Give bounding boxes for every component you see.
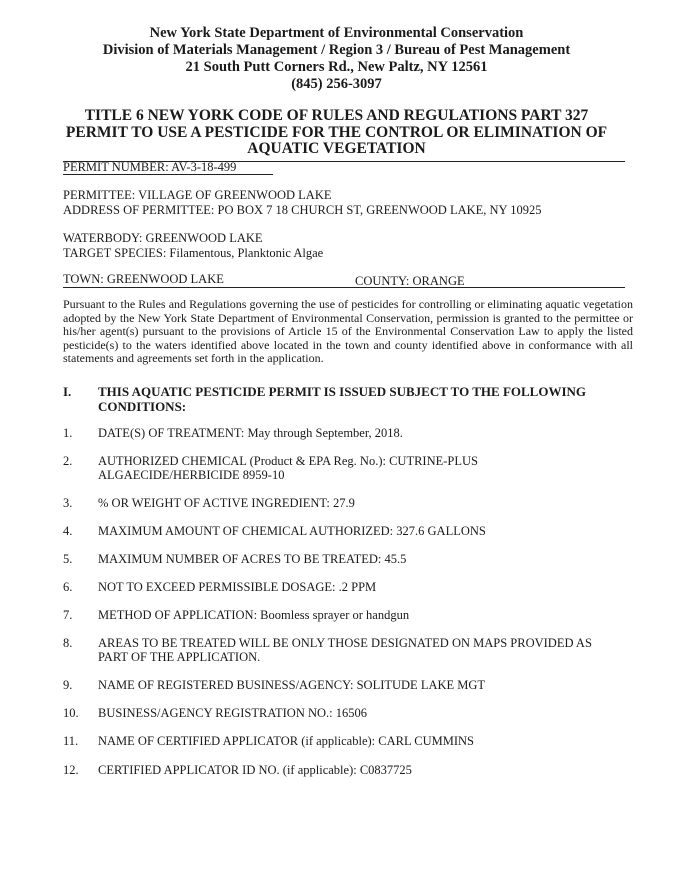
target-species: TARGET SPECIES: Filamentous, Planktonic Algae: [63, 246, 324, 260]
condition-text: CERTIFIED APPLICATOR ID NO. (if applicable): C0837725: [98, 763, 412, 777]
agency-name: New York State Department of Environmental Conservation: [149, 25, 524, 41]
condition-text: DATE(S) OF TREATMENT: May through September, 2018.: [98, 426, 403, 440]
permit-number: PERMIT NUMBER: AV-3-18-499: [63, 160, 237, 174]
condition-number: 7.: [63, 608, 73, 622]
agency-address: 21 South Putt Corners Rd., New Paltz, NY 12561: [185, 59, 488, 75]
condition-number: 8.: [63, 636, 73, 650]
condition-number: 2.: [63, 454, 73, 468]
permittee: PERMITTEE: VILLAGE OF GREENWOOD LAKE: [63, 188, 332, 202]
condition-text: AUTHORIZED CHEMICAL (Product & EPA Reg. No.): CUTRINE-PLUS ALGAECIDE/HERBICIDE 8959-10: [98, 454, 478, 482]
agency-header: [0, 25, 673, 93]
condition-text: AREAS TO BE TREATED WILL BE ONLY THOSE DESIGNATED ON MAPS PROVIDED AS PART OF THE APPLICATION.: [98, 636, 592, 664]
location-divider: [63, 287, 625, 288]
permittee-address: ADDRESS OF PERMITTEE: PO BOX 7 18 CHURCH ST, GREENWOOD LAKE, NY 10925: [63, 203, 542, 217]
condition-number: 4.: [63, 524, 73, 538]
condition-text: NAME OF CERTIFIED APPLICATOR (if applicable): CARL CUMMINS: [98, 734, 474, 748]
condition-number: 1.: [63, 426, 73, 440]
condition-number: 6.: [63, 580, 73, 594]
division-name: Division of Materials Management / Region 3 / Bureau of Pest Management: [102, 42, 571, 58]
condition-number: 5.: [63, 552, 73, 566]
condition-number: 3.: [63, 496, 73, 510]
document-title: [0, 108, 673, 158]
title-line-3: AQUATIC VEGETATION: [247, 140, 426, 157]
condition-text: METHOD OF APPLICATION: Boomless sprayer or handgun: [98, 608, 410, 622]
condition-number: 9.: [63, 678, 73, 692]
condition-text: NAME OF REGISTERED BUSINESS/AGENCY: SOLITUDE LAKE MGT: [98, 678, 486, 692]
condition-text: BUSINESS/AGENCY REGISTRATION NO.: 16506: [98, 706, 367, 720]
waterbody: WATERBODY: GREENWOOD LAKE: [63, 231, 263, 245]
condition-number: 10.: [63, 706, 79, 720]
town: TOWN: GREENWOOD LAKE: [63, 272, 224, 286]
section-heading: THIS AQUATIC PESTICIDE PERMIT IS ISSUED SUBJECT TO THE FOLLOWING CONDITIONS:: [98, 384, 587, 414]
condition-number: 11.: [63, 734, 79, 748]
agency-phone: (845) 256-3097: [291, 76, 382, 92]
condition-text: MAXIMUM NUMBER OF ACRES TO BE TREATED: 45.5: [98, 552, 407, 566]
condition-text: MAXIMUM AMOUNT OF CHEMICAL AUTHORIZED: 327.6 GALLONS: [98, 524, 486, 538]
condition-text: NOT TO EXCEED PERMISSIBLE DOSAGE: .2 PPM: [98, 580, 377, 594]
title-line-2: PERMIT TO USE A PESTICIDE FOR THE CONTROL OR ELIMINATION OF: [65, 123, 608, 141]
condition-text: % OR WEIGHT OF ACTIVE INGREDIENT: 27.9: [98, 496, 355, 510]
title-line-1: TITLE 6 NEW YORK CODE OF RULES AND REGULATIONS PART 327: [84, 107, 589, 124]
county: COUNTY: ORANGE: [355, 274, 465, 288]
authorization-paragraph: Pursuant to the Rules and Regulations governing the use of pesticides for controlling or eliminating aquatic vegetation adopted by the New York State Department of Environmental Conservation, permission is granted to the permittee or his/her agent(s) pursuant to the provisions of Article 15 of the Environmental Conservation Law to apply the listed pesticide(s) to the waters identified above located in the town and county identified above in conformance with all statements and agreements set forth in the application.: [63, 297, 633, 366]
permit-number-underline: [63, 174, 273, 175]
section-number: I.: [63, 384, 72, 399]
condition-number: 12.: [63, 763, 79, 777]
